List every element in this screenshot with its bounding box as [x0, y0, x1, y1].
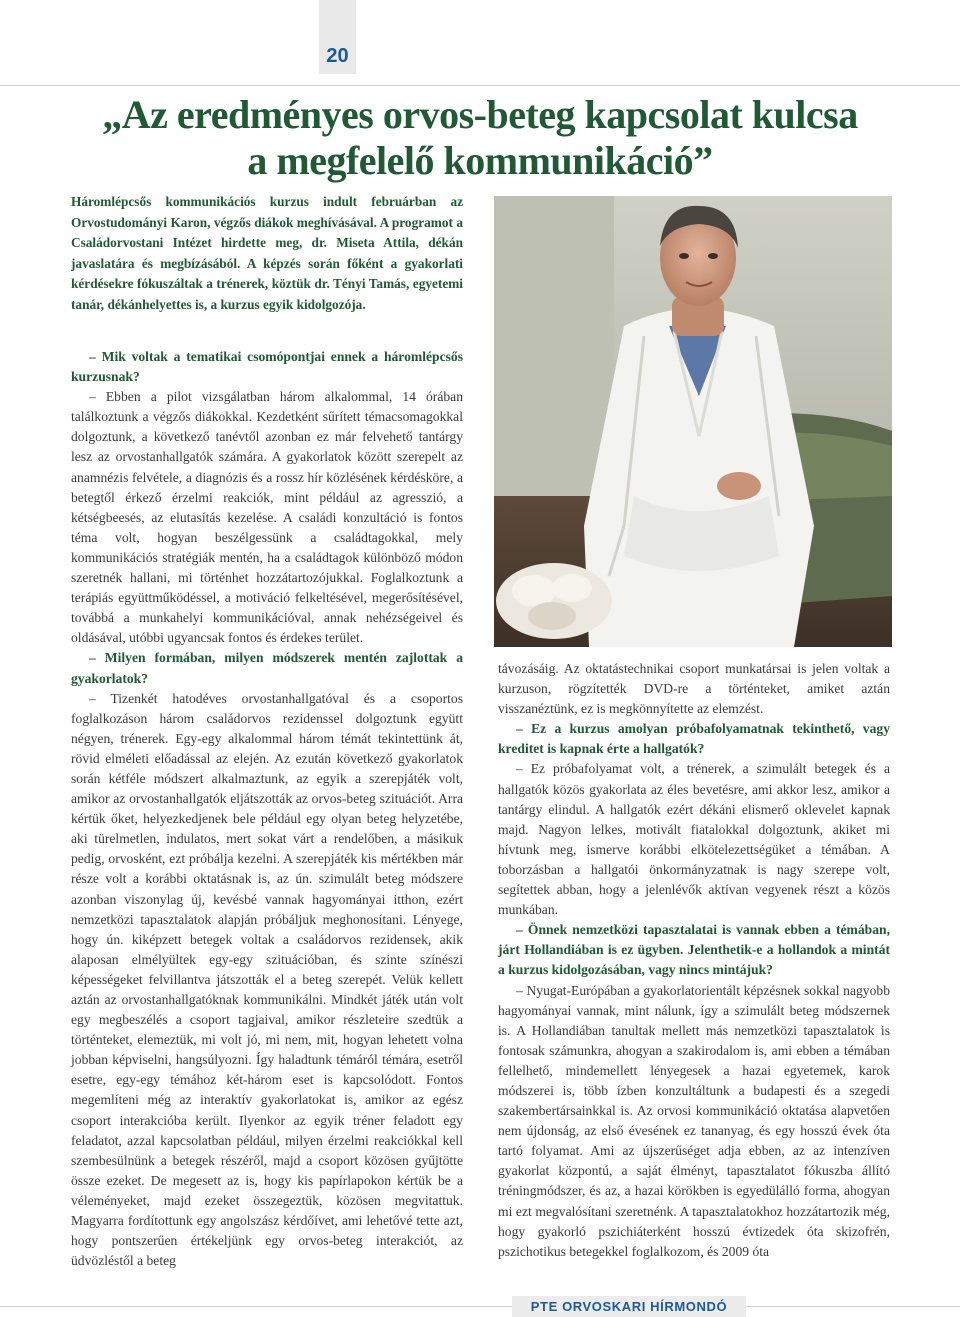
header-divider	[0, 85, 960, 86]
answer-1: – Ebben a pilot vizsgálatban három alkalommal, 14 órában találkoztunk a végzős diákokkal. Kezdetként sűrített témacsomagokkal dolgoztunk, a következő tanévtől azonban ez már felvehető tantárgy lesz az orvostanhallgatók számára. A gyakorlatok között szerepelt az anamnézis felvétele, a diagnózis és a rossz hír közlésének kérdésköre, a betegtől érkező érzelmi reakciók, mint például az agresszió, a kétségbeesés, az elutasítás kezelése. A családi konzultáció is fontos téma volt, hogyan beszélgessünk a családtagokkal, mely kommunikációs stratégiák mentén, ha a családtagok különböző módon szeretnék hallani, mi történhet hozzátartozójukkal. Foglalkoztunk a terápiás együttműködéssel, a motiváció felkeltésével, megerősítésével, továbbá a munkahelyi kommunikációval, annak nehézségeivel és oldásával, utóbbi ugyancsak fontos és érdekes terület.	[71, 389, 463, 646]
left-column	[71, 347, 463, 1271]
continuation-text: távozásáig. Az oktatástechnikai csoport munkatársai is jelen voltak a kurzuson, rögzítették DVD-re a történteket, amiket aztán visszanéztünk, ez is megkönnyítette az elemzést.	[498, 661, 890, 717]
publication-name: PTE ORVOSKARI HÍRMONDÓ	[530, 1299, 728, 1314]
answer-3: – Ez próbafolyamat volt, a trénerek, a szimulált betegek és a hallgatók közös gyakorlata az éles bevetésre, ami akkor lesz, amikor a tantárgy elindul. A hallgatók ezért dékáni elismerő oklevelet kapnak majd. Nagyon lelkes, motivált fiatalokkal dolgoztunk, akiket mi hívtunk meg, ismerve korábbi elkötelezettségüket a témában. A toborzásban a hallgatói önkormányzatnak is nagy szerepe volt, segítettek abban, hogy a jelenlévők aktívan vegyenek részt a közös munkában.	[498, 761, 890, 918]
article-lead: Háromlépcsős kommunikációs kurzus indult februárban az Orvostudományi Karon, végzős diákok meghívásával. A programot a Családorvostani Intézet hirdette meg, dr. Miseta Attila, dékán javaslatára és megbízásából. A képzés során főként a gyakorlati kérdésekre fókuszáltak a trénerek, köztük dr. Tényi Tamás, egyetemi tanár, dékánhelyettes is, a kurzus egyik kidolgozója.	[71, 194, 463, 312]
answer-4: – Nyugat-Európában a gyakorlatorientált képzésnek sokkal nagyobb hagyományai vannak, mint nálunk, így a szimulált beteg módszernek is. A Hollandiában tanultak mellett más nemzetközi tapasztalatok is fontosak számunkra, ahogyan a szakirodalom is, ami ebben a témában fellelhető, mindemellett lényegesek a hazai egyetemek, karok módszerei is, több ízben konzultáltunk a budapesti és a szegedi szakembertársainkkal is. Az orvosi kommunikáció oktatása alapvetően nem újdonság, az első évesének ez tananyag, és egy hosszú évek óta tartó folyamat. Ami az újszerűséget adja ebben, az az intenzíven gyakorlat központú, a saját élményt, tapasztalatot fókuszba állító tréningmódszer, és az, a hazai körökben is egyedülálló forma, ahogyan mi ezt megvalósítani szeretnénk. A tapasztalatokhoz hozzátartozik még, hogy gyakorló pszichiáterként hosszú évtizedek óta skizofrén, pszichotikus betegekkel foglalkozom, és 2009 óta	[498, 982, 890, 1259]
page-number: 20	[326, 45, 349, 67]
interview-photo	[494, 196, 892, 647]
footer-divider	[0, 1306, 960, 1307]
question-2: – Milyen formában, milyen módszerek mentén zajlottak a gyakorlatok?	[71, 650, 463, 686]
question-3: – Ez a kurzus amolyan próbafolyamatnak tekinthető, vagy kreditet is kapnak érte a hallgatók?	[498, 721, 890, 757]
article-title-line-1: „Az eredményes orvos-beteg kapcsolat kulcsa	[102, 92, 858, 137]
page-number-tab	[319, 0, 356, 74]
portrait-illustration	[494, 196, 892, 647]
answer-2: – Tizenkét hatodéves orvostanhallgatóval és a csoportos foglalkozáson három családorvos rezidenssel dolgoztunk együtt négyen, trénerek. Egy-egy alkalommal három témát tekintettünk át, rövid elméleti előadással az elején. Az ezután következő gyakorlatok során kétféle módszert alkalmaztunk, az egyik a szerepjáték volt, amikor az orvostanhallgatók eljátszották az orvos-beteg szituációt. Arra kértük őket, helyezkedjenek bele például egy olyan beteg helyzetébe, aki türelmetlen, indulatos, mert sokat várt a rendelőben, a másikuk pedig, orvosként, ezt próbálja kezelni. A szerepjáték kis mértékben már része volt a korábbi oktatásnak is, az ún. szimulált beteg módszere azonban viszonylag új, kevésbé vannak hagyományai itthon, ezért nemzetközi tapasztalatok alapján próbáljuk meghonosítani. Lényege, hogy ún. kiképzett betegek voltak a családorvos rezidensek, akik alaposan elmélyültek egy-egy szituációban, és szinte színészi képességeket felvillantva játszották el a beteg szerepét. Velük kellett aztán az orvostanhallgatóknak kommunikálni. Mindkét játék után volt egy megbeszélés a csoport tagjaival, amikor részleteire szedtük a történteket, elemeztük, mi volt jó, mi nem, mit, hogyan lehetett volna jobban képviselni, hangsúlyozni. Így haladtunk témáról témára, esetről esetre, egy-egy témához két-három eset is kapcsolódott. Fontos megemlíteni még az interaktív gyakorlatokat is, amikor az egész csoport interakcióba került. Ilyenkor az egyik tréner feladott egy feladatot, azzal kapcsolatban például, milyen érzelmi reakciókkal kell szembesülnünk a betegek részéről, majd a csoport közösen gyűjtötte össze ezeket. De megesett az is, hogy kis papírlapokon kértük be a véleményeket, majd ezeket összegeztük, közösen megvitattuk. Magyarra fordítottunk egy angolszász kérdőívet, ami lehetővé tette azt, hogy pontszerűen értékeljünk egy orvos-beteg interakciót, az üdvözléstől a beteg	[71, 690, 463, 1269]
article-title	[70, 92, 890, 184]
publication-footer	[512, 1296, 746, 1317]
right-column	[498, 659, 890, 1262]
article-title-line-2: a megfelelő kommunikáció”	[247, 138, 713, 183]
question-1: – Mik voltak a tematikai csomópontjai ennek a háromlépcsős kurzusnak?	[71, 349, 463, 385]
question-4: – Önnek nemzetközi tapasztalatai is vannak ebben a témában, járt Hollandiában is ez ügyben. Jelenthetik-e a hollandok a mintát a kurzus kidolgozásában, vagy nincs mintájuk?	[498, 922, 890, 978]
